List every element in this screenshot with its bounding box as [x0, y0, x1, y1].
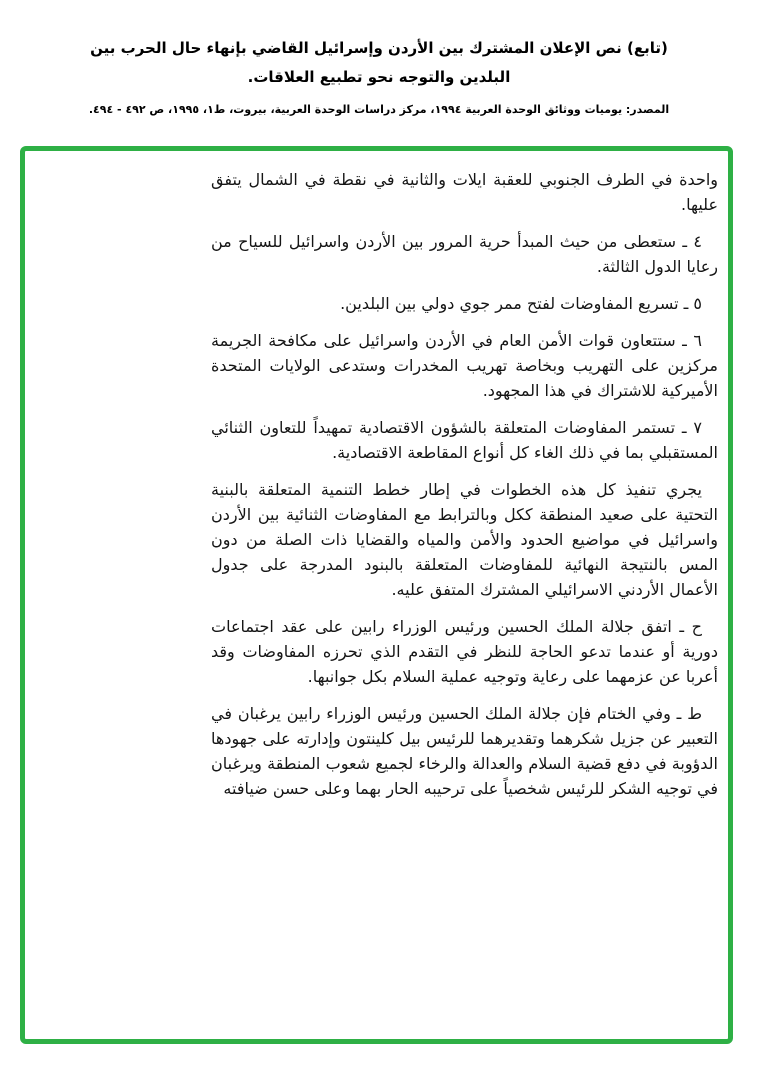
- document-body: [211, 167, 718, 1031]
- document-header: [0, 0, 758, 118]
- paragraph: واحدة في الطرف الجنوبي للعقبة ايلات والثانية في نقطة في الشمال يتفق عليها.: [211, 170, 718, 214]
- paragraph: ٤ ـ ستعطى من حيث المبدأ حرية المرور بين الأردن واسرائيل للسياح من رعايا الدول الثالثة.: [211, 232, 718, 276]
- paragraph: ح ـ اتفق جلالة الملك الحسين ورئيس الوزراء رابين على عقد اجتماعات دورية أو عندما تدعو الحاجة للنظر في التقدم الذي تحرزه المفاوضات وقد أعربا عن عزمهما على رعاية وتوجيه عملية السلام بكل جوانبها.: [211, 617, 718, 686]
- source-citation: المصدر: يوميات ووثائق الوحدة العربية ١٩٩٤، مركز دراسات الوحدة العربية، بيروت، ط١، ١٩٩٥، ص ٤٩٢ - ٤٩٤.: [88, 102, 670, 116]
- paragraph: ٥ ـ تسريع المفاوضات لفتح ممر جوي دولي بين البلدين.: [340, 294, 702, 313]
- paragraph: ط ـ وفي الختام فإن جلالة الملك الحسين ورئيس الوزراء رابين يرغبان في التعبير عن جزيل شكرهما وتقديرهما للرئيس بيل كلينتون وإدارته على جهودها الدؤوبة في دفع قضية السلام والعدالة والرخاء لجميع شعوب المنطقة ويرغبان في توجيه الشكر للرئيس شخصياً على ترحيبه الحار بهما وعلى حسن ضيافته: [211, 704, 718, 798]
- paragraph: ٧ ـ تستمر المفاوضات المتعلقة بالشؤون الاقتصادية تمهيداً للتعاون الثنائي المستقبلي بما في ذلك الغاء كل أنواع المقاطعة الاقتصادية.: [211, 418, 718, 462]
- document-title: (تابع) نص الإعلان المشترك بين الأردن وإسرائيل القاضي بإنهاء حال الحرب بين البلدين والتوجه نحو تطبيع العلاقات.: [90, 39, 668, 87]
- scanned-text-highlight-box: [20, 146, 733, 1044]
- paragraph: ٦ ـ ستتعاون قوات الأمن العام في الأردن واسرائيل على مكافحة الجريمة مركزين على التهريب وبخاصة تهريب المخدرات وستدعى الولايات المتحدة الأميركية للاشتراك في هذا المجهود.: [211, 331, 718, 400]
- paragraph: يجري تنفيذ كل هذه الخطوات في إطار خطط التنمية المتعلقة بالبنية التحتية على صعيد المنطقة ككل وبالترابط مع المفاوضات الثنائية بين الأردن واسرائيل في مواضيع الحدود والأمن والمياه والقضايا ذات الصلة من دون المس بالنتيجة النهائية للمفاوضات المتعلقة بالبنود المدرجة على جدول الأعمال الأردني الاسرائيلي المشترك المتفق عليه.: [211, 480, 718, 599]
